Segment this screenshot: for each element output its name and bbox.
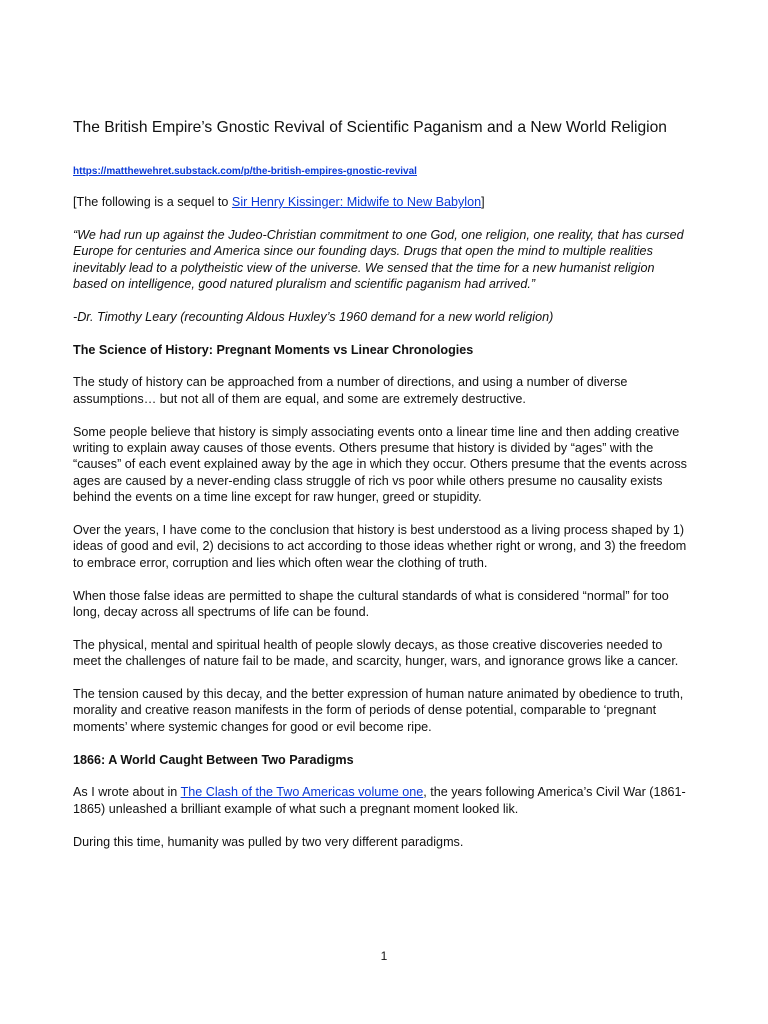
- leary-quote: “We had run up against the Judeo-Christian commitment to one God, one religion, one reality, that has cursed Europe for centuries and America since our founding days. Drugs that open the mind to multiple realities inevitably lead to a polytheistic view of the universe. We sensed that the time for a new humanist religion based on intelligence, good natured pluralism and scientific paganism had arrived.”: [73, 227, 684, 292]
- intro-paragraph: [73, 194, 691, 210]
- clash-text-after: , the years following America’s Civil War (1861-1865) unleashed a brilliant example of what such a pregnant moment looked lik.: [73, 785, 686, 816]
- section-heading-1866: 1866: A World Caught Between Two Paradigms: [73, 752, 354, 767]
- body-paragraph: Over the years, I have come to the conclusion that history is best understood as a living process shaped by 1) ideas of good and evil, 2) decisions to act according to those ideas whether right or wrong, and 3) the freedom to embrace error, corruption and lies which often wear the clothing of truth.: [73, 523, 687, 570]
- document-title: The British Empire’s Gnostic Revival of Scientific Paganism and a New World Religion: [73, 119, 667, 136]
- body-paragraph: The study of history can be approached from a number of directions, and using a number of diverse assumptions… but not all of them are equal, and some are extremely destructive.: [73, 375, 628, 406]
- document-body: [73, 118, 691, 866]
- clash-text-before: As I wrote about in: [73, 785, 181, 800]
- kissinger-article-link[interactable]: Sir Henry Kissinger: Midwife to New Babylon: [231, 195, 482, 209]
- clash-paragraph: [73, 784, 691, 817]
- body-paragraph: Some people believe that history is simply associating events onto a linear time line and then adding creative writing to explain away causes of those events. Others presume that history is divided by “ages” with the “causes” of each event explained away by the age in which they occur. Others presume that the events across ages are caused by a never-ending class struggle of rich vs poor while others presume no causality exists behind the events on a time line except for raw hunger, greed or stupidity.: [73, 424, 687, 505]
- intro-text-before: [The following is a sequel to: [73, 195, 232, 209]
- body-paragraph: The tension caused by this decay, and the better expression of human nature animated by obedience to truth, morality and creative reason manifests in the form of periods of dense potential, comparable to ‘pregnant moments’ where systemic changes for good or evil become ripe.: [73, 687, 684, 734]
- body-paragraph: During this time, humanity was pulled by two very different paradigms.: [73, 834, 464, 849]
- body-paragraph: When those false ideas are permitted to shape the cultural standards of what is considered “normal” for too long, decay across all spectrums of life can be found.: [73, 588, 669, 620]
- source-url-link[interactable]: https://matthewehret.substack.com/p/the-british-empires-gnostic-revival: [73, 166, 417, 177]
- page-number: 1: [380, 949, 388, 963]
- body-paragraph: The physical, mental and spiritual health of people slowly decays, as those creative discoveries needed to meet the challenges of nature fail to be made, and scarcity, hunger, wars, and ignorance grows like a cancer.: [73, 637, 679, 669]
- intro-text-after: ]: [481, 195, 485, 209]
- clash-of-two-americas-link[interactable]: The Clash of the Two Americas volume one: [180, 785, 424, 800]
- section-heading-science-of-history: The Science of History: Pregnant Moments vs Linear Chronologies: [73, 342, 474, 357]
- quote-attribution: -Dr. Timothy Leary (recounting Aldous Huxley’s 1960 demand for a new world religion): [73, 309, 554, 324]
